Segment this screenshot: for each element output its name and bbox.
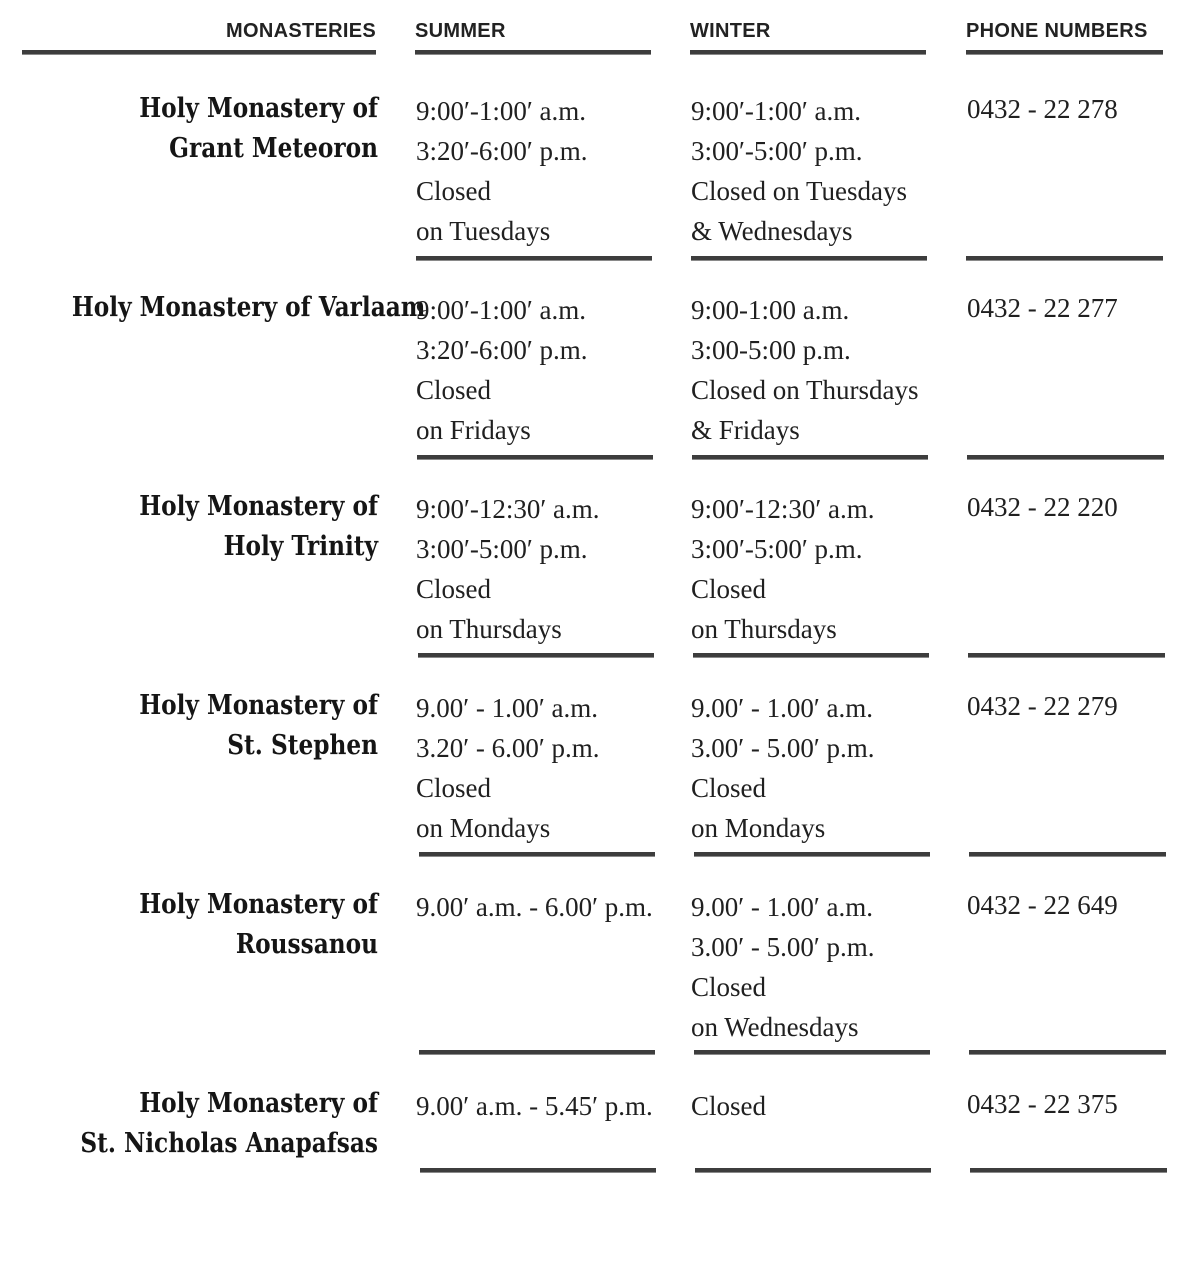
summer-hours: 9:00′-1:00′ a.m. 3:20′-6:00′ p.m. Closed on Tuesdays xyxy=(416,96,588,246)
row-rule xyxy=(968,653,1165,658)
row-rule xyxy=(966,256,1163,261)
row-rule xyxy=(418,653,654,658)
winter-hours: 9:00′-12:30′ a.m. 3:00′-5:00′ p.m. Closed on Thursdays xyxy=(691,494,875,644)
phone-number: 0432 - 22 279 xyxy=(967,691,1118,721)
monastery-name: Holy Monastery of St. Nicholas Anapafsas xyxy=(80,1088,378,1159)
row-rule xyxy=(695,1168,931,1173)
row-rule xyxy=(419,852,655,857)
row-rule xyxy=(420,1168,656,1173)
monastery-name: Holy Monastery of Roussanou xyxy=(139,889,378,960)
summer-hours: 9.00′ - 1.00′ a.m. 3.20′ - 6.00′ p.m. Closed on Mondays xyxy=(416,693,600,843)
row-rule xyxy=(970,1168,1167,1173)
summer-hours: 9.00′ a.m. - 5.45′ p.m. xyxy=(416,1091,653,1121)
table-row xyxy=(0,1084,1184,1282)
row-rule xyxy=(694,1050,930,1055)
row-rule xyxy=(416,256,652,261)
phone-number: 0432 - 22 277 xyxy=(967,293,1118,323)
phone-number: 0432 - 22 220 xyxy=(967,492,1118,522)
header-monasteries: MONASTERIES xyxy=(226,20,376,42)
header-summer: SUMMER xyxy=(415,20,506,42)
winter-hours: 9:00-1:00 a.m. 3:00-5:00 p.m. Closed on Thursdays & Fridays xyxy=(691,295,919,445)
row-rule xyxy=(969,1050,1166,1055)
row-rule xyxy=(969,852,1166,857)
phone-number: 0432 - 22 375 xyxy=(967,1089,1118,1119)
row-rule xyxy=(692,455,928,460)
row-rule xyxy=(417,455,653,460)
winter-hours: 9.00′ - 1.00′ a.m. 3.00′ - 5.00′ p.m. Closed on Wednesdays xyxy=(691,892,875,1042)
row-rule xyxy=(693,653,929,658)
monastery-name: Holy Monastery of St. Stephen xyxy=(139,690,378,761)
phone-number: 0432 - 22 278 xyxy=(967,94,1118,124)
row-rule xyxy=(691,256,927,261)
header-rule-monasteries xyxy=(22,50,376,55)
header-rule-winter xyxy=(690,50,926,55)
winter-hours: Closed xyxy=(691,1091,767,1121)
summer-hours: 9:00′-1:00′ a.m. 3:20′-6:00′ p.m. Closed on Fridays xyxy=(416,295,588,445)
monastery-name: Holy Monastery of Varlaam xyxy=(71,292,426,323)
row-rule xyxy=(694,852,930,857)
header-rule-summer xyxy=(415,50,651,55)
header-rule-phone xyxy=(966,50,1163,55)
monastery-name: Holy Monastery of Grant Meteoron xyxy=(139,93,378,164)
row-rule xyxy=(419,1050,655,1055)
phone-number: 0432 - 22 649 xyxy=(967,890,1118,920)
header-winter: WINTER xyxy=(690,20,771,42)
row-rule xyxy=(967,455,1164,460)
summer-hours: 9:00′-12:30′ a.m. 3:00′-5:00′ p.m. Closed on Thursdays xyxy=(416,494,600,644)
monastery-name: Holy Monastery of Holy Trinity xyxy=(139,491,378,562)
header-phone-numbers: PHONE NUMBERS xyxy=(966,20,1148,42)
winter-hours: 9.00′ - 1.00′ a.m. 3.00′ - 5.00′ p.m. Closed on Mondays xyxy=(691,693,875,843)
summer-hours: 9.00′ a.m. - 6.00′ p.m. xyxy=(416,892,653,922)
winter-hours: 9:00′-1:00′ a.m. 3:00′-5:00′ p.m. Closed on Tuesdays & Wednesdays xyxy=(691,96,908,246)
